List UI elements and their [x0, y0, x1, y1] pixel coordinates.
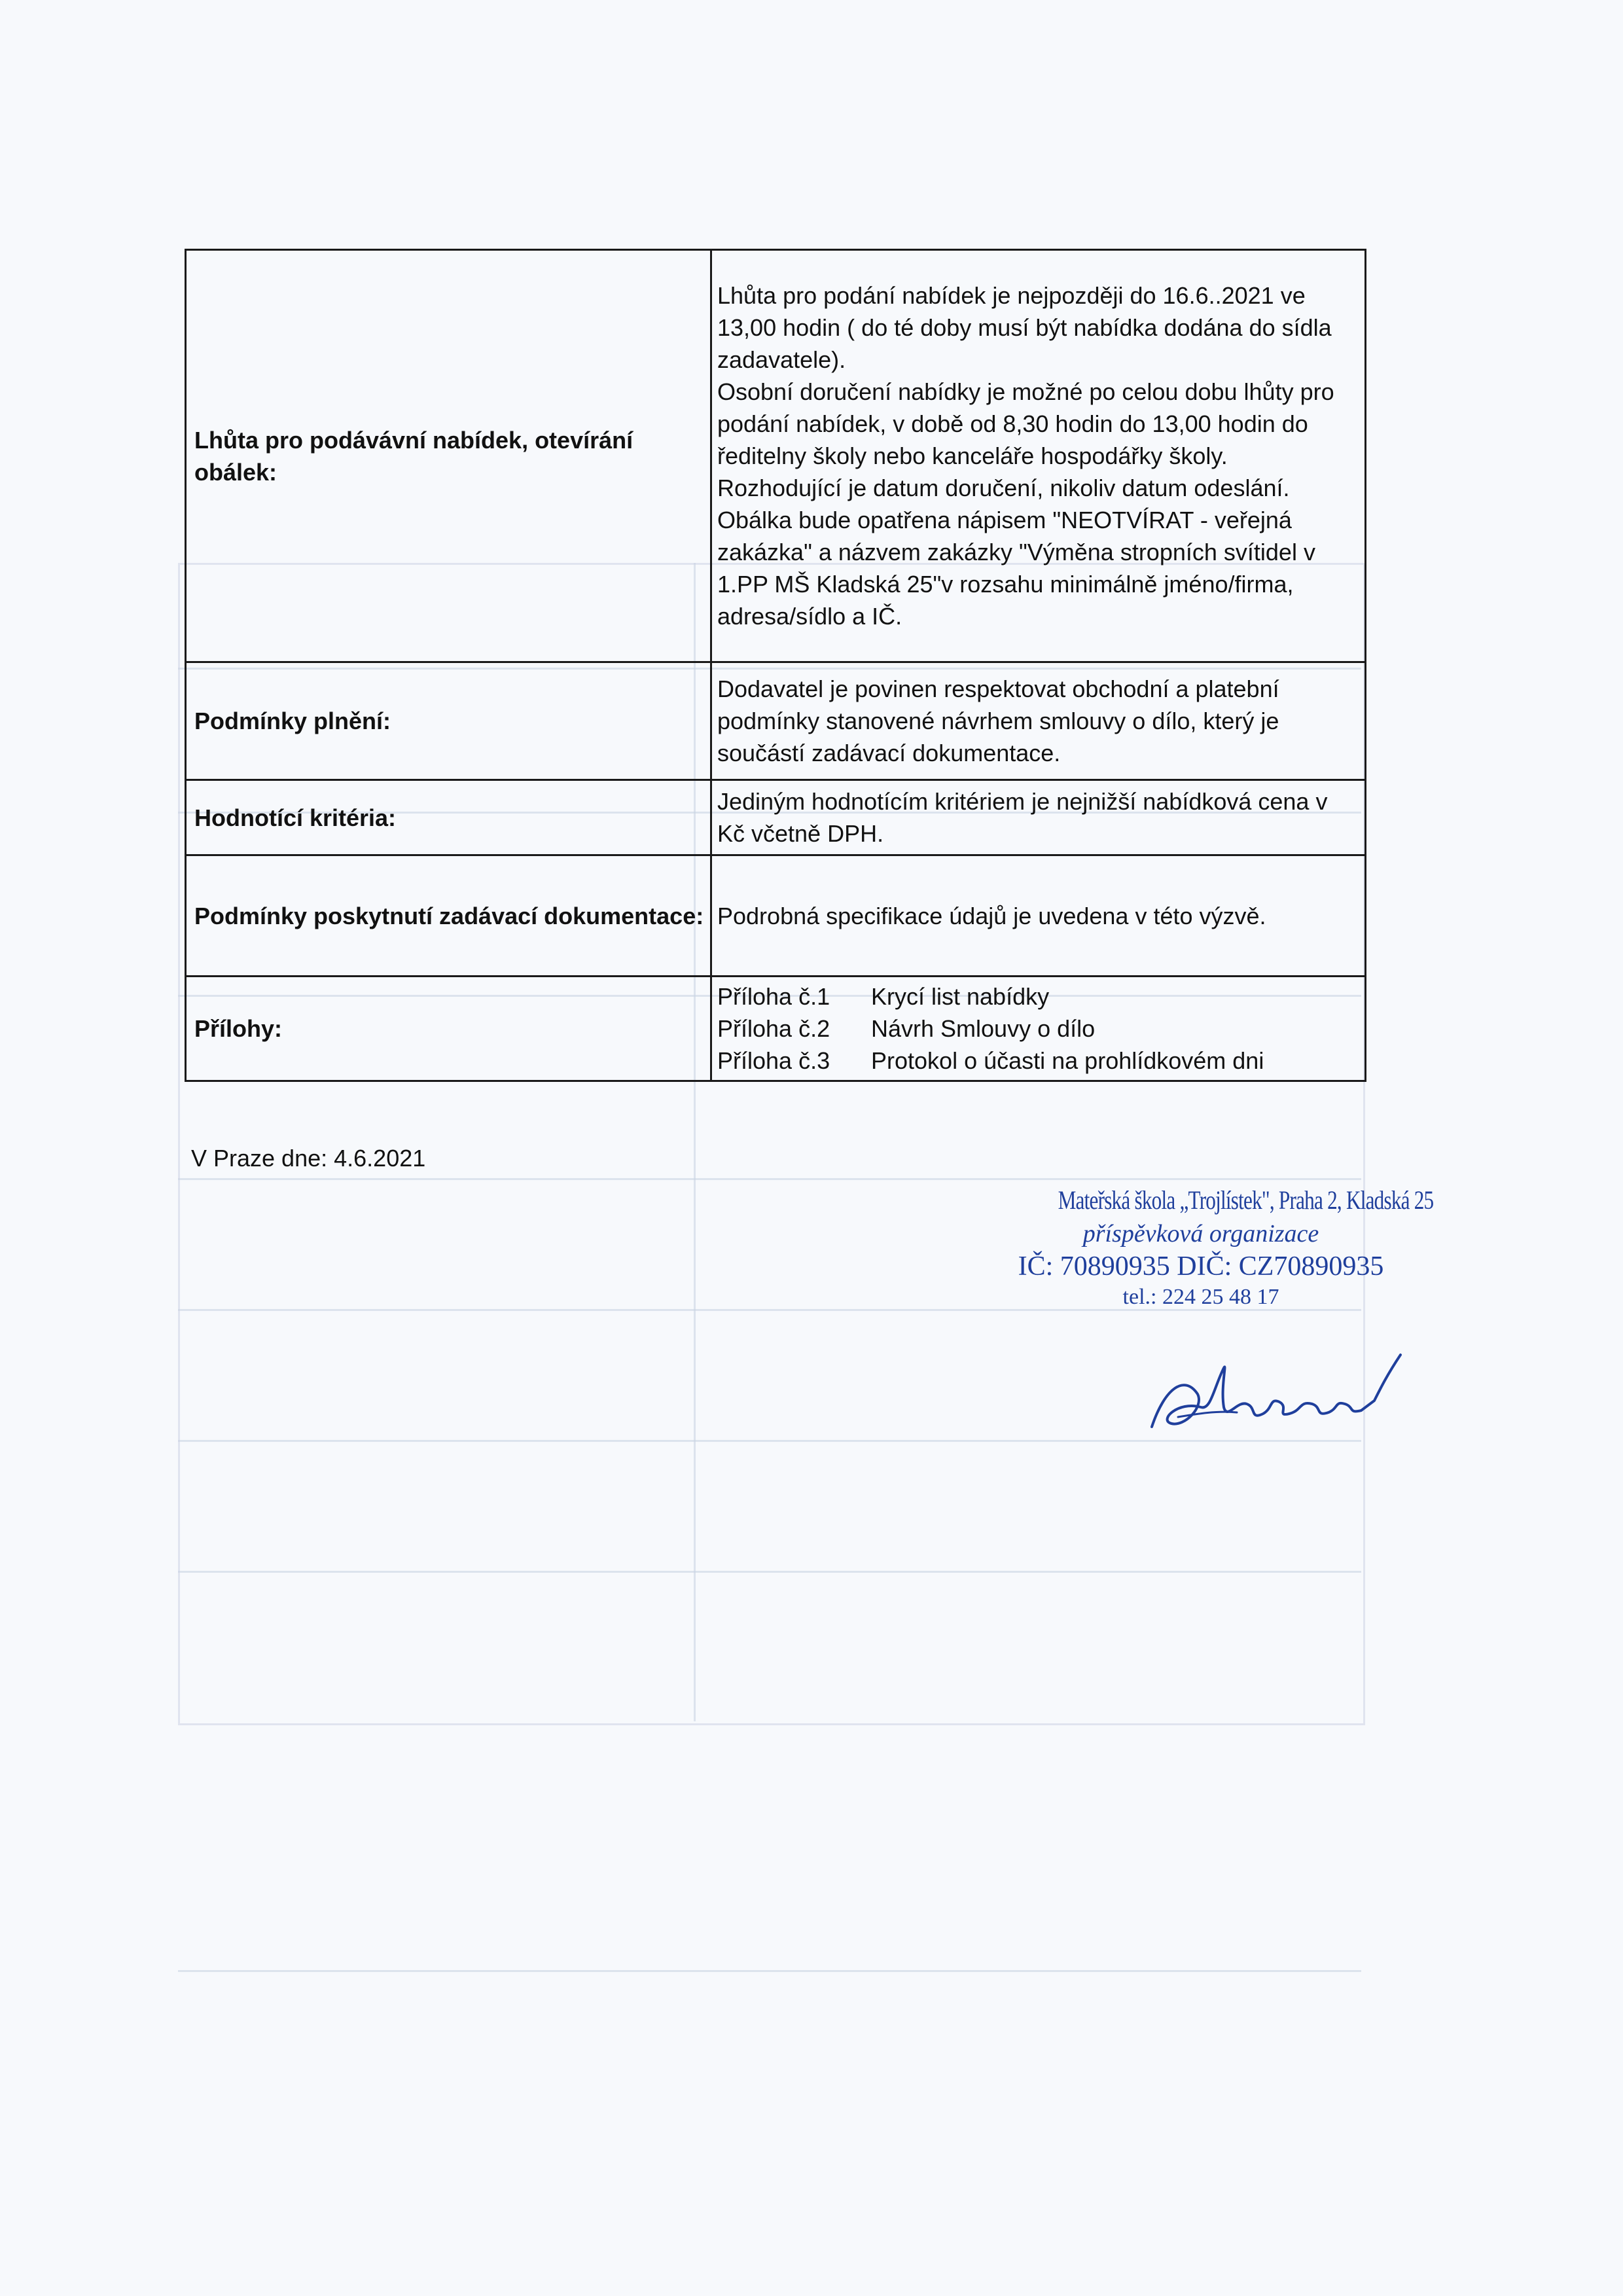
attachment-title: Návrh Smlouvy o dílo	[871, 1015, 1096, 1042]
date-line: V Praze dne: 4.6.2021	[191, 1145, 426, 1172]
attachment-number: Příloha č.2	[717, 1015, 830, 1042]
stamp-organization-type: příspěvková organizace	[1082, 1220, 1319, 1247]
attachment-number: Příloha č.1	[717, 983, 830, 1010]
row-label-attachments: Přílohy:	[186, 977, 711, 1081]
row-value-attachments	[711, 977, 1366, 1081]
attachment-title: Krycí list nabídky	[871, 983, 1050, 1010]
attachment-item	[717, 980, 1359, 1013]
row-value-evaluation-criteria	[711, 780, 1366, 855]
paragraph: Rozhodující je datum doručení, nikoliv datum odeslání.	[717, 475, 1290, 501]
bleed-through-rule	[178, 1571, 1361, 1573]
paragraph: Jediným hodnotícím kritériem je nejnižší nabídková cena v Kč včetně DPH.	[717, 788, 1328, 847]
table-row	[186, 855, 1366, 977]
table-row	[186, 250, 1366, 662]
organization-stamp	[1018, 1185, 1434, 1310]
row-label-documentation: Podmínky poskytnutí zadávací dokumentace:	[186, 855, 711, 977]
paragraph: Lhůta pro podání nabídek je nejpozději do 16.6..2021 ve 13,00 hodin ( do té doby musí být nabídka dodána do sídla zadavatele).	[717, 282, 1332, 373]
table-row	[186, 662, 1366, 780]
row-value-documentation	[711, 855, 1366, 977]
attachment-number: Příloha č.3	[717, 1047, 830, 1074]
bleed-through-rule	[178, 1178, 1361, 1180]
stamp-organization-name: Mateřská škola „Trojlístek", Praha 2, Kladská 25	[1058, 1185, 1434, 1215]
attachment-item	[717, 1045, 1359, 1077]
stamp-ids: IČ: 70890935 DIČ: CZ70890935	[1018, 1251, 1384, 1282]
row-label-performance-conditions: Podmínky plnění:	[186, 662, 711, 780]
paragraph: Dodavatel je povinen respektovat obchodní a platební podmínky stanovené návrhem smlouvy o dílo, který je součástí zadávací dokumentace.	[717, 675, 1279, 766]
paragraph: Obálka bude opatřena nápisem "NEOTVÍRAT - veřejná zakázka" a názvem zakázky "Výměna stropních svítidel v 1.PP MŠ Kladská 25"v rozsahu minimálně jméno/firma, adresa/sídlo a IČ.	[717, 507, 1315, 630]
row-value-performance-conditions	[711, 662, 1366, 780]
row-label-evaluation-criteria: Hodnotící kritéria:	[186, 780, 711, 855]
paragraph: Osobní doručení nabídky je možné po celou dobu lhůty pro podání nabídek, v době od 8,30 hodin do 13,00 hodin do ředitelny školy nebo kanceláře hospodářky školy.	[717, 378, 1334, 469]
row-value-deadline	[711, 250, 1366, 662]
attachment-item	[717, 1013, 1359, 1045]
table-row	[186, 977, 1366, 1081]
stamp-phone: tel.: 224 25 48 17	[1122, 1285, 1279, 1309]
handwritten-signature	[1139, 1348, 1414, 1446]
paragraph: Podrobná specifikace údajů je uvedena v této výzvě.	[717, 902, 1266, 929]
attachment-title: Protokol o účasti na prohlídkovém dni	[871, 1047, 1264, 1074]
tender-conditions-table	[185, 249, 1366, 1082]
table-row	[186, 780, 1366, 855]
row-label-deadline: Lhůta pro podávávní nabídek, otevírání obálek:	[186, 250, 711, 662]
bleed-through-rule	[178, 1970, 1361, 1972]
